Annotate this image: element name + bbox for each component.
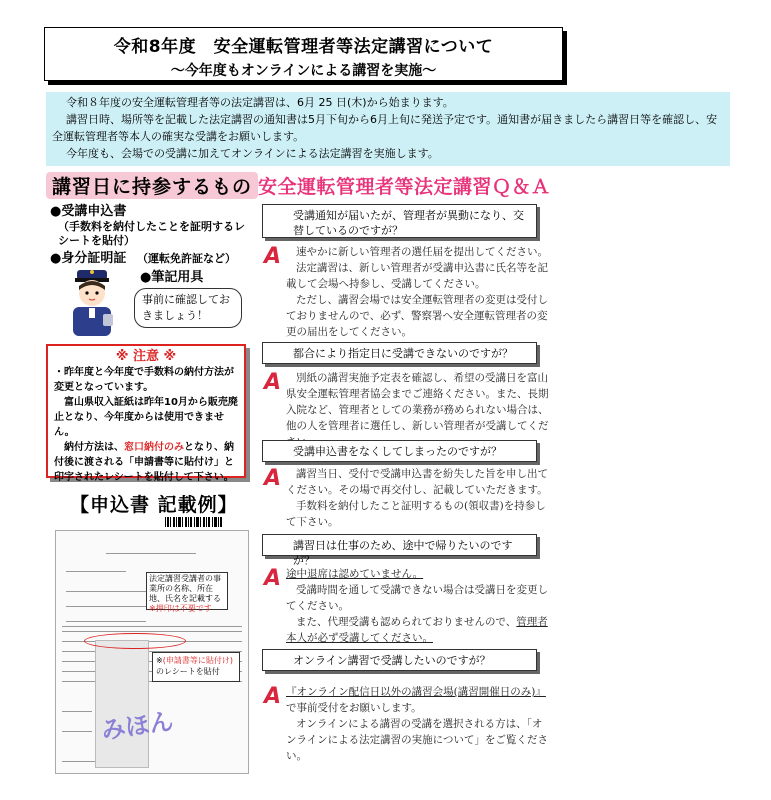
page-title: 令和8年度 安全運転管理者等法定講習について — [113, 37, 494, 57]
answer-paragraph: 別紙の講習実施予定表を確認し、希望の受講日を富山県安全運転管理者協会までご連絡ください。また、長期入院など、管理者としての業務が務められない場合は、他の人を管理者に選任し、新しい管理者が受講してくだ — [286, 372, 549, 432]
bring-item-note: （運転免許証など） — [137, 252, 236, 265]
answer-paragraph: 手数料を納付したこと証明するもの(領収書)を持参して下さい。 — [286, 500, 546, 528]
answer-paragraph: 途中退席は認めていません。 — [286, 568, 424, 580]
question-box — [262, 649, 537, 671]
sample-stamp: みほん — [99, 707, 175, 745]
question-text: 受講申込書をなくしてしまったのですが？ — [293, 445, 502, 458]
a-icon — [264, 370, 281, 395]
a-letter: A — [264, 566, 282, 591]
form-annotation — [146, 572, 228, 613]
caution-text-part: 納付方法は、 — [64, 442, 124, 453]
receipt-annotation — [152, 652, 240, 682]
bring-heading: 講習日に持参するもの — [46, 172, 258, 199]
page-subtitle: ～今年度もオンラインによる講習を実施～ — [170, 63, 437, 79]
caution-text: ・昨年度と今年度で手数料の納付方法が変更となっています。 — [54, 367, 234, 393]
answer-paragraph: オンラインによる講習の受講を選択される方は、「オンラインによる法定講習の実施について」をご覧ください。 — [286, 718, 548, 762]
a-letter: A — [264, 244, 282, 269]
receipt-image — [95, 640, 149, 768]
answer-paragraph: 速やかに新しい管理者の選任届を提出してください。 — [296, 246, 548, 258]
caution-text — [54, 440, 238, 485]
question-text: オンライン講習で受講したいのですが？ — [293, 654, 491, 667]
a-letter: A — [264, 466, 282, 491]
intro-panel — [46, 92, 730, 166]
bring-item: ●受講申込書 — [50, 204, 127, 219]
title-box — [44, 27, 563, 81]
answer-paragraph: 講習当日、受付で受講申込書を紛失した旨を申し出てください。その場で再交付し、記載していただきます。 — [286, 468, 548, 496]
answer-emphasis: 『オンライン配信日以外の講習会場(講習開催日のみ)』 — [286, 686, 546, 698]
question-box — [262, 440, 537, 462]
answer-paragraph: ただし、講習会場では安全運転管理者の変更は受付しておりませんので、必ず、警察署へ安全運転管理者の変更の届出をしてください。 — [286, 294, 548, 338]
annotation-text: ※ — [156, 656, 163, 665]
question-box — [262, 342, 537, 364]
a-letter: A — [264, 684, 282, 709]
answer-paragraph: 受講時間を通して受講できない場合は受講日を変更してください。 — [286, 584, 548, 612]
answer-text — [286, 684, 551, 764]
annotation-text: 法定講習受講者の事業所の名称、所在地、氏名を記載する — [149, 574, 221, 603]
a-icon — [264, 684, 281, 709]
bring-item: ●身分証明証 — [50, 251, 127, 266]
annotation-text: のレシートを貼付 — [156, 667, 220, 676]
intro-paragraph: 令和８年度の安全運転管理者等の法定講習は、6月 25 日(木)から始まります。 — [66, 96, 454, 109]
answer-paragraph: 法定講習は、新しい管理者が受講申込書に氏名等を記載して会場へ持参し、受講してください。 — [286, 262, 548, 290]
caution-text: 富山県収入証紙は昨年10月から販売廃止となり、今年度からは使用できません。 — [54, 397, 238, 438]
qa-heading: 安全運転管理者等法定講習Ｑ＆Ａ — [258, 176, 551, 198]
question-text: 受講通知が届いたが、管理者が異動になり、交替しているのですが？ — [293, 209, 524, 237]
a-icon — [264, 566, 281, 591]
question-text: 講習日は仕事のため、途中で帰りたいのですが？ — [293, 539, 513, 567]
answer-text — [286, 566, 551, 646]
a-icon — [264, 466, 281, 491]
question-text: 都合により指定日に受講できないのですが？ — [293, 347, 513, 360]
answer-text — [286, 244, 551, 340]
caution-title: ※ 注意 ※ — [115, 349, 177, 364]
answer-paragraph — [286, 614, 551, 646]
bring-item-note: （手数料を納付したことを証明するレシートを貼付） — [58, 220, 245, 247]
answer-text — [286, 370, 551, 450]
question-box — [262, 534, 537, 567]
highlight-ellipse — [84, 633, 186, 649]
speech-bubble: 事前に確認しておきましょう！ — [134, 288, 242, 328]
annotation-warning: ※押印は不要です — [149, 604, 212, 613]
answer-text — [286, 466, 551, 530]
answer-paragraph — [286, 684, 551, 716]
caution-text-part: となり、納付後に渡される「申請書等に貼付け」と印字されたレシートを貼付して下さい。 — [54, 442, 234, 483]
caution-highlight: 窓口納付のみ — [124, 442, 184, 453]
answer-text-part: で事前受付をお願いします。 — [286, 702, 422, 714]
answer-emphasis: 管理者本人が必ず受講してください。 — [286, 616, 548, 644]
police-officer-illustration — [63, 268, 121, 336]
intro-paragraph: 今年度も、会場での受講に加えてオンラインによる法定講習を実施します。 — [66, 147, 439, 160]
caution-box — [46, 344, 246, 483]
annotation-highlight: (申請書等に貼付け) — [162, 656, 233, 665]
bring-item: ●筆記用具 — [140, 270, 204, 285]
a-icon — [264, 244, 281, 269]
question-box — [262, 204, 537, 238]
answer-text-part: また、代理受講も認められておりませんので、 — [296, 616, 517, 628]
a-letter: A — [264, 370, 282, 395]
apply-example-heading: 【申込書 記載例】 — [70, 494, 238, 516]
barcode-image — [165, 517, 223, 527]
intro-paragraph: 講習日時、場所等を記載した法定講習の通知書は5月下旬から6月上旬に発送予定です。通知書が届きましたら講習日等を確認し、安全運転管理者等本人の確実な受講をお願いします。 — [52, 113, 718, 143]
